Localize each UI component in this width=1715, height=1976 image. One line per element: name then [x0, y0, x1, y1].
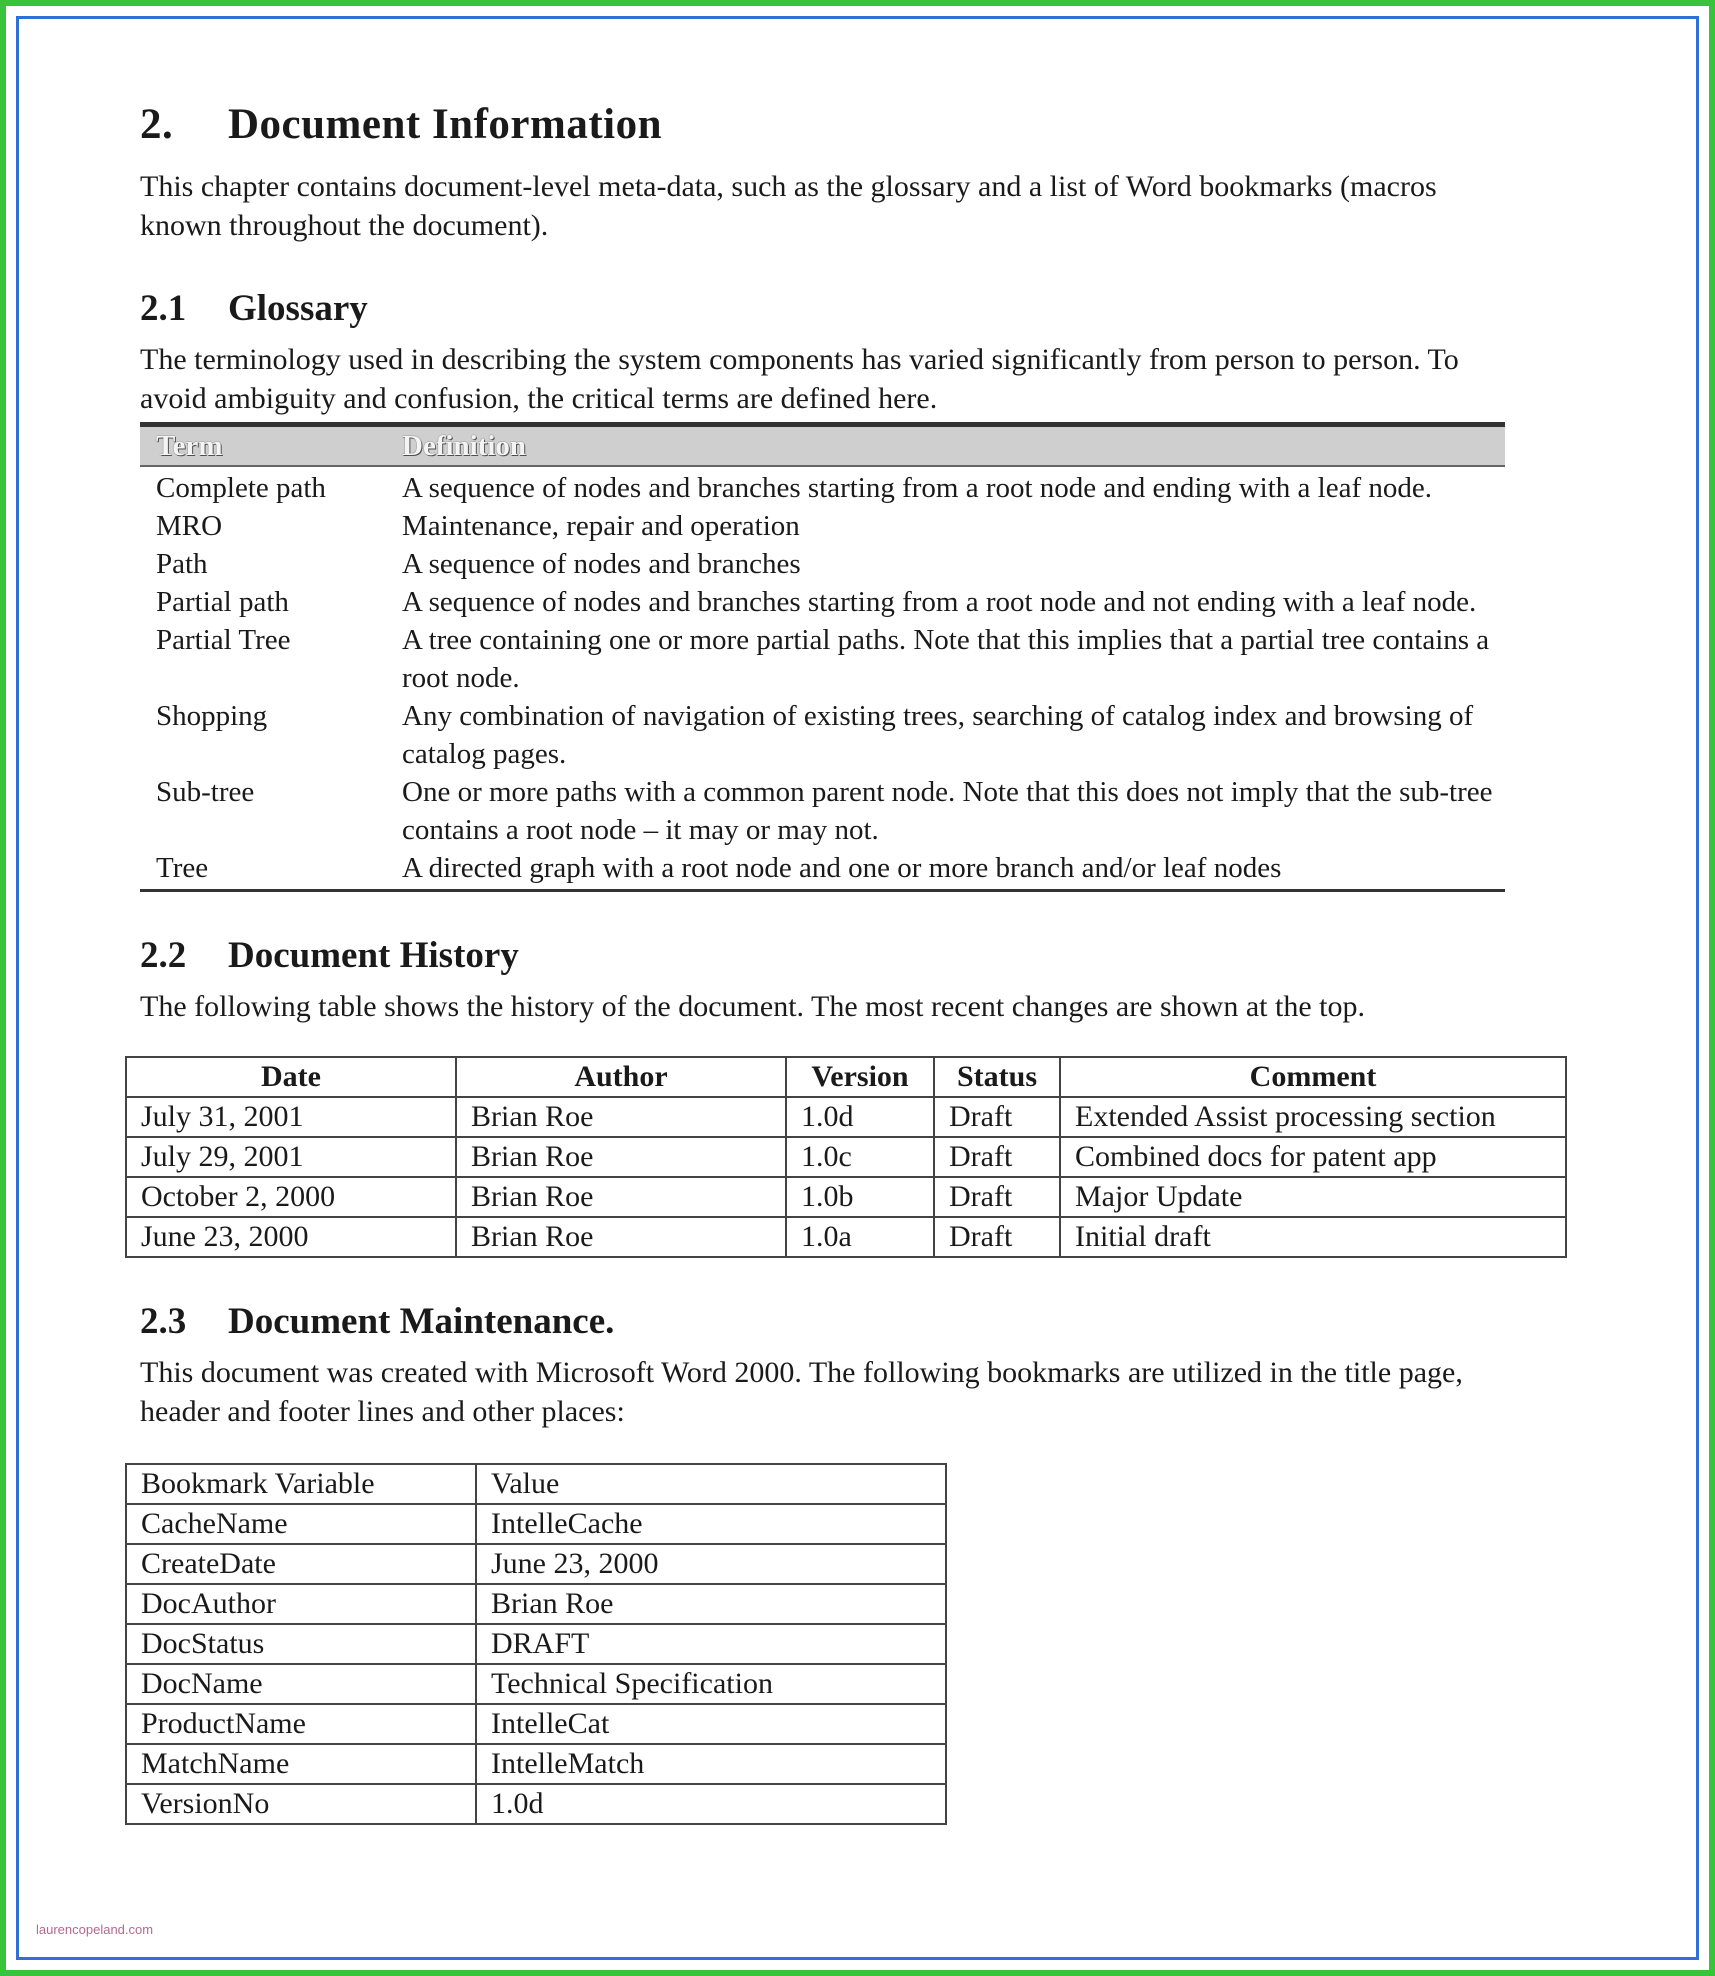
bookmark-variable: VersionNo	[126, 1784, 476, 1824]
history-date: June 23, 2000	[126, 1217, 456, 1257]
bookmark-variable: DocName	[126, 1664, 476, 1704]
history-header-comment: Comment	[1060, 1057, 1566, 1097]
glossary-term: Shopping	[156, 700, 268, 732]
history-comment: Major Update	[1060, 1177, 1566, 1217]
glossary-header-definition: Definition	[402, 429, 527, 462]
glossary-term: Partial Tree	[156, 624, 291, 656]
bookmark-variable: DocAuthor	[126, 1584, 476, 1624]
bookmark-variable: CreateDate	[126, 1544, 476, 1584]
glossary-heading	[140, 287, 1560, 330]
bookmark-row	[126, 1544, 946, 1584]
maintenance-title: Document Maintenance.	[228, 1301, 615, 1342]
history-version: 1.0b	[786, 1177, 934, 1217]
history-author: Brian Roe	[456, 1177, 786, 1217]
chapter-heading	[140, 100, 1560, 149]
glossary-term: Tree	[156, 852, 209, 884]
chapter-title: Document Information	[228, 101, 662, 148]
history-header-date: Date	[126, 1057, 456, 1097]
glossary-header-row	[140, 422, 1505, 467]
history-row	[126, 1137, 1566, 1177]
history-version: 1.0a	[786, 1217, 934, 1257]
history-date: July 29, 2001	[126, 1137, 456, 1177]
glossary-header-term: Term	[156, 429, 223, 462]
maintenance-intro: This document was created with Microsoft Word 2000. The following bookmarks are utilized in the title page, header and footer lines and other places:	[140, 1356, 1463, 1428]
bookmark-value: June 23, 2000	[476, 1544, 946, 1584]
glossary-row	[140, 545, 1505, 583]
bookmark-variable: DocStatus	[126, 1624, 476, 1664]
bookmark-row	[126, 1704, 946, 1744]
glossary-row	[140, 507, 1505, 545]
bookmark-value: IntelleCache	[476, 1504, 946, 1544]
bookmark-row	[126, 1624, 946, 1664]
history-date: July 31, 2001	[126, 1097, 456, 1137]
glossary-definition: A sequence of nodes and branches starting from a root node and ending with a leaf node.	[402, 472, 1432, 504]
bookmarks-table	[125, 1463, 947, 1825]
history-comment: Combined docs for patent app	[1060, 1137, 1566, 1177]
history-intro: The following table shows the history of the document. The most recent changes are shown at the top.	[140, 990, 1365, 1023]
history-row	[126, 1217, 1566, 1257]
document-page	[140, 100, 1560, 1825]
history-row	[126, 1097, 1566, 1137]
bookmarks-header-value: Value	[476, 1464, 946, 1504]
history-header-status: Status	[934, 1057, 1060, 1097]
glossary-number: 2.1	[140, 288, 187, 329]
bookmarks-body	[126, 1504, 946, 1824]
bookmark-value: 1.0d	[476, 1784, 946, 1824]
history-date: October 2, 2000	[126, 1177, 456, 1217]
history-status: Draft	[934, 1177, 1060, 1217]
glossary-term: Complete path	[156, 472, 326, 504]
glossary-definition: Maintenance, repair and operation	[402, 510, 800, 542]
history-author: Brian Roe	[456, 1217, 786, 1257]
glossary-definition: A sequence of nodes and branches	[402, 548, 801, 580]
bookmark-variable: MatchName	[126, 1744, 476, 1784]
glossary-row	[140, 469, 1505, 507]
glossary-term: Sub-tree	[156, 776, 255, 808]
maintenance-number: 2.3	[140, 1301, 187, 1342]
bookmark-row	[126, 1504, 946, 1544]
bookmark-value: Brian Roe	[476, 1584, 946, 1624]
history-status: Draft	[934, 1137, 1060, 1177]
history-heading	[140, 934, 1560, 977]
glossary-term: MRO	[156, 510, 223, 542]
glossary-table	[140, 422, 1505, 892]
history-version: 1.0c	[786, 1137, 934, 1177]
bookmark-variable: ProductName	[126, 1704, 476, 1744]
bookmarks-header-row	[126, 1464, 946, 1504]
glossary-row	[140, 621, 1505, 697]
bookmark-row	[126, 1584, 946, 1624]
history-version: 1.0d	[786, 1097, 934, 1137]
glossary-definition: A directed graph with a root node and one or more branch and/or leaf nodes	[402, 852, 1282, 884]
history-header-row	[126, 1057, 1566, 1097]
glossary-term: Path	[156, 548, 208, 580]
glossary-definition: Any combination of navigation of existing trees, searching of catalog index and browsing of catalog pages.	[402, 700, 1474, 770]
history-table	[125, 1056, 1567, 1258]
glossary-row	[140, 773, 1505, 849]
history-status: Draft	[934, 1097, 1060, 1137]
bookmark-value: IntelleMatch	[476, 1744, 946, 1784]
history-row	[126, 1177, 1566, 1217]
chapter-intro: This chapter contains document-level meta-data, such as the glossary and a list of Word bookmarks (macros known throughout the document).	[140, 170, 1437, 242]
history-comment: Extended Assist processing section	[1060, 1097, 1566, 1137]
glossary-row	[140, 697, 1505, 773]
bookmark-variable: CacheName	[126, 1504, 476, 1544]
history-body	[126, 1097, 1566, 1257]
history-title: Document History	[228, 935, 519, 976]
history-comment: Initial draft	[1060, 1217, 1566, 1257]
glossary-row	[140, 849, 1505, 887]
history-author: Brian Roe	[456, 1137, 786, 1177]
history-number: 2.2	[140, 935, 187, 976]
bookmark-row	[126, 1744, 946, 1784]
history-header-author: Author	[456, 1057, 786, 1097]
glossary-row	[140, 583, 1505, 621]
glossary-definition: A sequence of nodes and branches starting from a root node and not ending with a leaf node.	[402, 586, 1477, 618]
maintenance-heading	[140, 1300, 1560, 1343]
bookmark-row	[126, 1784, 946, 1824]
glossary-term: Partial path	[156, 586, 289, 618]
history-header-version: Version	[786, 1057, 934, 1097]
history-author: Brian Roe	[456, 1097, 786, 1137]
glossary-definition: One or more paths with a common parent node. Note that this does not imply that the sub-tree contains a root node – it may or may not.	[402, 776, 1493, 846]
history-status: Draft	[934, 1217, 1060, 1257]
bookmarks-header-variable: Bookmark Variable	[126, 1464, 476, 1504]
bookmark-value: IntelleCat	[476, 1704, 946, 1744]
bookmark-value: Technical Specification	[476, 1664, 946, 1704]
glossary-title: Glossary	[228, 288, 368, 329]
glossary-intro: The terminology used in describing the system components has varied significantly from person to person. To avoid ambiguity and confusion, the critical terms are defined here.	[140, 343, 1459, 415]
glossary-definition: A tree containing one or more partial paths. Note that this implies that a partial tree contains a root node.	[402, 624, 1490, 694]
chapter-number: 2.	[140, 101, 174, 148]
bookmark-row	[126, 1664, 946, 1704]
glossary-body	[140, 467, 1505, 892]
watermark-text: laurencopeland.com	[36, 1922, 154, 1937]
bookmark-value: DRAFT	[476, 1624, 946, 1664]
